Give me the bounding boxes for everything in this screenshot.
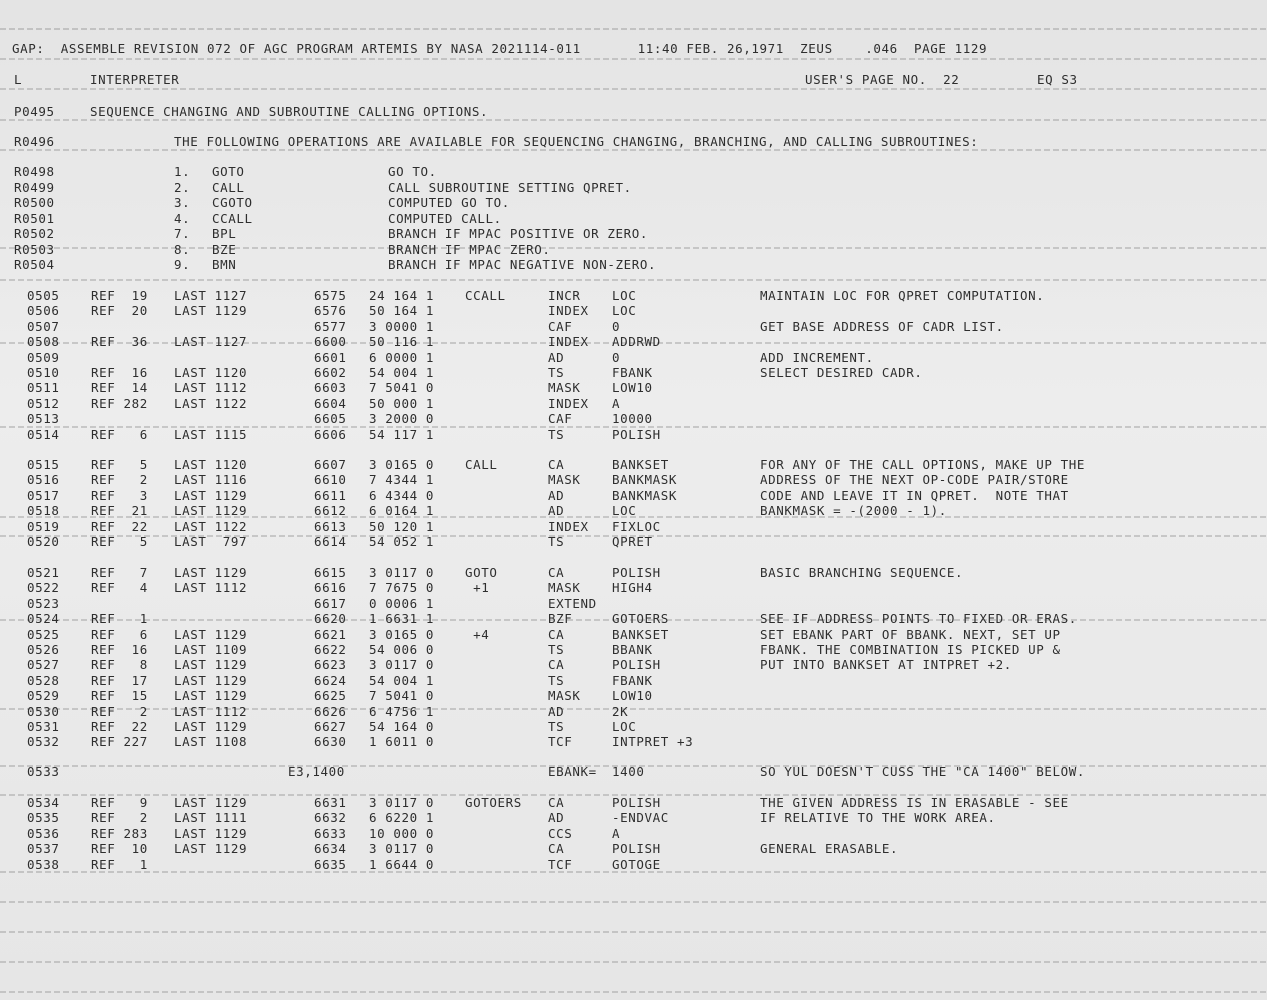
listing-opcode: MASK bbox=[548, 472, 581, 487]
listing-octal: 7 7675 0 bbox=[369, 580, 435, 595]
listing-ref: REF 6 bbox=[91, 427, 148, 442]
listing-opcode: AD bbox=[548, 488, 565, 503]
listing-comment: SET EBANK PART OF BBANK. NEXT, SET UP bbox=[760, 627, 1061, 642]
listing-ref: REF 19 bbox=[91, 288, 148, 303]
line-id: R0501 bbox=[14, 211, 55, 226]
listing-line-number: 0512 bbox=[27, 396, 60, 411]
listing-octal: 24 164 1 bbox=[369, 288, 435, 303]
option-number: 7. bbox=[174, 226, 191, 241]
user-page-number: USER'S PAGE NO. 22 bbox=[805, 72, 960, 87]
listing-last: LAST 1108 bbox=[174, 734, 248, 749]
listing-octal: 3 0117 0 bbox=[369, 657, 435, 672]
listing-octal: 3 0117 0 bbox=[369, 795, 435, 810]
line-id: R0496 bbox=[14, 134, 55, 149]
option-number: 4. bbox=[174, 211, 191, 226]
listing-ref: REF 14 bbox=[91, 380, 148, 395]
listing-operand: POLISH bbox=[612, 841, 661, 856]
listing-last: LAST 1112 bbox=[174, 704, 248, 719]
listing-last: LAST 797 bbox=[174, 534, 248, 549]
listing-ref: REF 2 bbox=[91, 704, 148, 719]
listing-octal: 3 2000 0 bbox=[369, 411, 435, 426]
listing-last: LAST 1120 bbox=[174, 457, 248, 472]
listing-line-number: 0525 bbox=[27, 627, 60, 642]
listing-opcode: BZF bbox=[548, 611, 573, 626]
listing-opcode: INCR bbox=[548, 288, 581, 303]
listing-comment: FOR ANY OF THE CALL OPTIONS, MAKE UP THE bbox=[760, 457, 1086, 472]
listing-ref: REF 2 bbox=[91, 810, 148, 825]
listing-line-number: 0524 bbox=[27, 611, 60, 626]
listing-line-number: 0528 bbox=[27, 673, 60, 688]
listing-address: 6613 bbox=[314, 519, 347, 534]
listing-label: +4 bbox=[465, 627, 490, 642]
listing-last: LAST 1129 bbox=[174, 841, 248, 856]
listing-address: 6601 bbox=[314, 350, 347, 365]
listing-line-number: 0536 bbox=[27, 826, 60, 841]
listing-opcode: MASK bbox=[548, 380, 581, 395]
listing-operand: POLISH bbox=[612, 565, 661, 580]
listing-address: 6625 bbox=[314, 688, 347, 703]
listing-operand: QPRET bbox=[612, 534, 653, 549]
listing-line-number: 0508 bbox=[27, 334, 60, 349]
listing-last: LAST 1129 bbox=[174, 565, 248, 580]
listing-comment: SELECT DESIRED CADR. bbox=[760, 365, 923, 380]
listing-label: GOTO bbox=[465, 565, 498, 580]
listing-last: LAST 1129 bbox=[174, 826, 248, 841]
option-number: 9. bbox=[174, 257, 191, 272]
option-number: 2. bbox=[174, 180, 191, 195]
listing-line-number: 0519 bbox=[27, 519, 60, 534]
listing-opcode: CA bbox=[548, 657, 565, 672]
listing-operand: BANKSET bbox=[612, 457, 669, 472]
listing-last: LAST 1112 bbox=[174, 580, 248, 595]
option-number: 1. bbox=[174, 164, 191, 179]
listing-operand: GOTOERS bbox=[612, 611, 669, 626]
listing-opcode: AD bbox=[548, 503, 565, 518]
listing-opcode: CCS bbox=[548, 826, 573, 841]
listing-line-number: 0535 bbox=[27, 810, 60, 825]
listing-comment: SO YUL DOESN'T CUSS THE "CA 1400" BELOW. bbox=[760, 764, 1086, 779]
listing-address: 6612 bbox=[314, 503, 347, 518]
listing-opcode: TS bbox=[548, 427, 565, 442]
listing-last: LAST 1129 bbox=[174, 795, 248, 810]
listing-ref: REF 22 bbox=[91, 719, 148, 734]
listing-label: GOTOERS bbox=[465, 795, 522, 810]
listing-operand: LOW10 bbox=[612, 688, 653, 703]
listing-address: 6614 bbox=[314, 534, 347, 549]
listing-ref: REF 5 bbox=[91, 457, 148, 472]
listing-ref: REF 5 bbox=[91, 534, 148, 549]
option-description: BRANCH IF MPAC POSITIVE OR ZERO. bbox=[388, 226, 649, 241]
listing-opcode: TCF bbox=[548, 857, 573, 872]
listing-operand: GOTOGE bbox=[612, 857, 661, 872]
line-id: R0502 bbox=[14, 226, 55, 241]
listing-operand: ADDRWD bbox=[612, 334, 661, 349]
listing-octal: 3 0165 0 bbox=[369, 457, 435, 472]
listing-operand: FIXLOC bbox=[612, 519, 661, 534]
listing-operand: LOC bbox=[612, 503, 637, 518]
listing-operand: BANKMASK bbox=[612, 472, 678, 487]
listing-opcode: MASK bbox=[548, 580, 581, 595]
listing-address: 6616 bbox=[314, 580, 347, 595]
listing-ref: REF 2 bbox=[91, 472, 148, 487]
listing-ref: REF 1 bbox=[91, 857, 148, 872]
option-opcode: BZE bbox=[212, 242, 237, 257]
listing-opcode: AD bbox=[548, 350, 565, 365]
listing-ref: REF 283 bbox=[91, 826, 148, 841]
listing-line-number: 0521 bbox=[27, 565, 60, 580]
line-id: R0500 bbox=[14, 195, 55, 210]
option-number: 8. bbox=[174, 242, 191, 257]
listing-operand: A bbox=[612, 826, 621, 841]
listing-ref: REF 17 bbox=[91, 673, 148, 688]
listing-line-number: 0505 bbox=[27, 288, 60, 303]
listing-address: 6624 bbox=[314, 673, 347, 688]
listing-operand: -ENDVAC bbox=[612, 810, 669, 825]
listing-ref: REF 20 bbox=[91, 303, 148, 318]
listing-octal: 54 052 1 bbox=[369, 534, 435, 549]
listing-octal: 7 5041 0 bbox=[369, 688, 435, 703]
listing-octal: 1 6011 0 bbox=[369, 734, 435, 749]
listing-opcode: CA bbox=[548, 627, 565, 642]
listing-ref: REF 6 bbox=[91, 627, 148, 642]
listing-line-number: 0527 bbox=[27, 657, 60, 672]
listing-octal: 7 4344 1 bbox=[369, 472, 435, 487]
listing-line-number: 0515 bbox=[27, 457, 60, 472]
listing-octal: 54 004 1 bbox=[369, 673, 435, 688]
listing-ref: REF 4 bbox=[91, 580, 148, 595]
listing-ref: REF 36 bbox=[91, 334, 148, 349]
listing-comment: ADDRESS OF THE NEXT OP-CODE PAIR/STORE bbox=[760, 472, 1069, 487]
option-opcode: BPL bbox=[212, 226, 237, 241]
listing-octal: 50 000 1 bbox=[369, 396, 435, 411]
listing-opcode: INDEX bbox=[548, 396, 589, 411]
listing-ref: REF 8 bbox=[91, 657, 148, 672]
listing-address: 6603 bbox=[314, 380, 347, 395]
listing-last: LAST 1109 bbox=[174, 642, 248, 657]
listing-last: LAST 1111 bbox=[174, 810, 248, 825]
listing-line-number: 0511 bbox=[27, 380, 60, 395]
listing-octal: 0 0006 1 bbox=[369, 596, 435, 611]
listing-octal: 10 000 0 bbox=[369, 826, 435, 841]
listing-label: CCALL bbox=[465, 288, 506, 303]
listing-last: LAST 1129 bbox=[174, 719, 248, 734]
listing-last: LAST 1129 bbox=[174, 503, 248, 518]
listing-line-number: 0520 bbox=[27, 534, 60, 549]
listing-opcode: EXTEND bbox=[548, 596, 597, 611]
listing-operand: BBANK bbox=[612, 642, 653, 657]
listing-opcode: CA bbox=[548, 841, 565, 856]
listing-line-number: 0529 bbox=[27, 688, 60, 703]
listing-address: 6620 bbox=[314, 611, 347, 626]
listing-operand: BANKMASK bbox=[612, 488, 678, 503]
listing-operand: FBANK bbox=[612, 673, 653, 688]
listing-octal: 3 0165 0 bbox=[369, 627, 435, 642]
listing-operand: A bbox=[612, 396, 621, 411]
listing-address: 6634 bbox=[314, 841, 347, 856]
listing-ref: REF 15 bbox=[91, 688, 148, 703]
listing-octal: 1 6631 1 bbox=[369, 611, 435, 626]
listing-octal: 3 0117 0 bbox=[369, 565, 435, 580]
option-description: BRANCH IF MPAC ZERO. bbox=[388, 242, 551, 257]
listing-line-number: 0533 bbox=[27, 764, 60, 779]
listing-opcode: CA bbox=[548, 565, 565, 580]
listing-address: 6611 bbox=[314, 488, 347, 503]
listing-line-number: 0530 bbox=[27, 704, 60, 719]
listing-last: LAST 1112 bbox=[174, 380, 248, 395]
listing-operand: HIGH4 bbox=[612, 580, 653, 595]
listing-octal: 50 120 1 bbox=[369, 519, 435, 534]
listing-operand: BANKSET bbox=[612, 627, 669, 642]
listing-line-number: 0532 bbox=[27, 734, 60, 749]
listing-last: LAST 1115 bbox=[174, 427, 248, 442]
listing-line-number: 0510 bbox=[27, 365, 60, 380]
listing-opcode: CAF bbox=[548, 319, 573, 334]
listing-address: 6605 bbox=[314, 411, 347, 426]
listing-ref: REF 16 bbox=[91, 642, 148, 657]
listing-comment: MAINTAIN LOC FOR QPRET COMPUTATION. bbox=[760, 288, 1045, 303]
listing-operand: FBANK bbox=[612, 365, 653, 380]
listing-address: 6577 bbox=[314, 319, 347, 334]
listing-last: LAST 1129 bbox=[174, 673, 248, 688]
listing-opcode: INDEX bbox=[548, 519, 589, 534]
listing-label: CALL bbox=[465, 457, 498, 472]
listing-address: 6600 bbox=[314, 334, 347, 349]
listing-comment: ADD INCREMENT. bbox=[760, 350, 874, 365]
listing-ref: REF 22 bbox=[91, 519, 148, 534]
listing-octal: 50 164 1 bbox=[369, 303, 435, 318]
listing-address: 6626 bbox=[314, 704, 347, 719]
assembly-header: GAP: ASSEMBLE REVISION 072 OF AGC PROGRAM ARTEMIS BY NASA 2021114-011 11:40 FEB. 26,1971 ZEUS .046 PAGE 1129 bbox=[12, 41, 988, 56]
listing-last: LAST 1116 bbox=[174, 472, 248, 487]
listing-line-number: 0534 bbox=[27, 795, 60, 810]
listing-opcode: CA bbox=[548, 457, 565, 472]
listing-line-number: 0513 bbox=[27, 411, 60, 426]
listing-octal: 6 0164 1 bbox=[369, 503, 435, 518]
listing-octal: 54 006 0 bbox=[369, 642, 435, 657]
listing-line-number: 0516 bbox=[27, 472, 60, 487]
listing-comment: BASIC BRANCHING SEQUENCE. bbox=[760, 565, 964, 580]
listing-octal: 6 0000 1 bbox=[369, 350, 435, 365]
line-id: R0503 bbox=[14, 242, 55, 257]
listing-address: 6610 bbox=[314, 472, 347, 487]
listing-address: 6602 bbox=[314, 365, 347, 380]
listing-address: 6606 bbox=[314, 427, 347, 442]
option-opcode: CCALL bbox=[212, 211, 253, 226]
listing-address: 6631 bbox=[314, 795, 347, 810]
listing-opcode: TS bbox=[548, 673, 565, 688]
listing-opcode: TS bbox=[548, 642, 565, 657]
listing-address: 6622 bbox=[314, 642, 347, 657]
listing-opcode: INDEX bbox=[548, 303, 589, 318]
listing-last: LAST 1122 bbox=[174, 396, 248, 411]
listing-line-number: 0517 bbox=[27, 488, 60, 503]
listing-opcode: TCF bbox=[548, 734, 573, 749]
listing-comment: FBANK. THE COMBINATION IS PICKED UP & bbox=[760, 642, 1061, 657]
listing-comment: PUT INTO BANKSET AT INTPRET +2. bbox=[760, 657, 1012, 672]
line-id: R0504 bbox=[14, 257, 55, 272]
option-description: GO TO. bbox=[388, 164, 437, 179]
listing-last: LAST 1127 bbox=[174, 288, 248, 303]
line-id: P0495 bbox=[14, 104, 55, 119]
listing-ref: REF 3 bbox=[91, 488, 148, 503]
listing-operand: 0 bbox=[612, 319, 621, 334]
listing-octal: 6 4344 0 bbox=[369, 488, 435, 503]
option-opcode: CGOTO bbox=[212, 195, 253, 210]
listing-opcode: AD bbox=[548, 810, 565, 825]
listing-opcode: TS bbox=[548, 719, 565, 734]
listing-address: 6621 bbox=[314, 627, 347, 642]
prose-line: THE FOLLOWING OPERATIONS ARE AVAILABLE FOR SEQUENCING CHANGING, BRANCHING, AND CALLING SUBROUTINES: bbox=[174, 134, 979, 149]
listing-last: LAST 1129 bbox=[174, 688, 248, 703]
listing-address: 6635 bbox=[314, 857, 347, 872]
listing-opcode: TS bbox=[548, 365, 565, 380]
listing-operand: 0 bbox=[612, 350, 621, 365]
listing-opcode: INDEX bbox=[548, 334, 589, 349]
listing-operand: 2K bbox=[612, 704, 629, 719]
listing-ref: REF 1 bbox=[91, 611, 148, 626]
listing-comment: THE GIVEN ADDRESS IS IN ERASABLE - SEE bbox=[760, 795, 1069, 810]
listing-address: 6630 bbox=[314, 734, 347, 749]
listing-address: 6576 bbox=[314, 303, 347, 318]
listing-address: E3,1400 bbox=[288, 764, 345, 779]
listing-address: 6623 bbox=[314, 657, 347, 672]
listing-ref: REF 21 bbox=[91, 503, 148, 518]
listing-octal: 54 004 1 bbox=[369, 365, 435, 380]
listing-comment: BANKMASK = -(2000 - 1). bbox=[760, 503, 947, 518]
listing-octal: 3 0000 1 bbox=[369, 319, 435, 334]
listing-address: 6632 bbox=[314, 810, 347, 825]
listing-ref: REF 282 bbox=[91, 396, 148, 411]
listing-last: LAST 1120 bbox=[174, 365, 248, 380]
listing-ref: REF 9 bbox=[91, 795, 148, 810]
listing-line-number: 0506 bbox=[27, 303, 60, 318]
listing-octal: 50 116 1 bbox=[369, 334, 435, 349]
listing-address: 6607 bbox=[314, 457, 347, 472]
option-opcode: GOTO bbox=[212, 164, 245, 179]
listing-operand: POLISH bbox=[612, 427, 661, 442]
listing-opcode: CA bbox=[548, 795, 565, 810]
listing-operand: 10000 bbox=[612, 411, 653, 426]
listing-last: LAST 1122 bbox=[174, 519, 248, 534]
eq-label: EQ S3 bbox=[1037, 72, 1078, 87]
listing-ref: REF 7 bbox=[91, 565, 148, 580]
listing-line-number: 0531 bbox=[27, 719, 60, 734]
listing-opcode: MASK bbox=[548, 688, 581, 703]
line-id: R0499 bbox=[14, 180, 55, 195]
listing-line-number: 0523 bbox=[27, 596, 60, 611]
listing-octal: 3 0117 0 bbox=[369, 841, 435, 856]
listing-octal: 7 5041 0 bbox=[369, 380, 435, 395]
listing-octal: 6 6220 1 bbox=[369, 810, 435, 825]
listing-operand: LOC bbox=[612, 303, 637, 318]
option-description: BRANCH IF MPAC NEGATIVE NON-ZERO. bbox=[388, 257, 657, 272]
listing-octal: 6 4756 1 bbox=[369, 704, 435, 719]
option-number: 3. bbox=[174, 195, 191, 210]
listing-operand: INTPRET +3 bbox=[612, 734, 694, 749]
listing-last: LAST 1127 bbox=[174, 334, 248, 349]
option-opcode: CALL bbox=[212, 180, 245, 195]
listing-line-number: 0522 bbox=[27, 580, 60, 595]
listing-operand: POLISH bbox=[612, 657, 661, 672]
listing-last: LAST 1129 bbox=[174, 657, 248, 672]
listing-ref: REF 227 bbox=[91, 734, 148, 749]
option-description: CALL SUBROUTINE SETTING QPRET. bbox=[388, 180, 632, 195]
listing-ref: REF 16 bbox=[91, 365, 148, 380]
section-name: INTERPRETER bbox=[90, 72, 180, 87]
option-description: COMPUTED CALL. bbox=[388, 211, 502, 226]
listing-opcode: CAF bbox=[548, 411, 573, 426]
listing-opcode: EBANK= bbox=[548, 764, 597, 779]
listing-last: LAST 1129 bbox=[174, 303, 248, 318]
listing-address: 6633 bbox=[314, 826, 347, 841]
listing-last: LAST 1129 bbox=[174, 627, 248, 642]
listing-operand: LOC bbox=[612, 288, 637, 303]
listing-opcode: TS bbox=[548, 534, 565, 549]
prose-line: SEQUENCE CHANGING AND SUBROUTINE CALLING OPTIONS. bbox=[90, 104, 489, 119]
listing-line-number: 0507 bbox=[27, 319, 60, 334]
listing-comment: GET BASE ADDRESS OF CADR LIST. bbox=[760, 319, 1004, 334]
listing-comment: CODE AND LEAVE IT IN QPRET. NOTE THAT bbox=[760, 488, 1069, 503]
listing-operand: POLISH bbox=[612, 795, 661, 810]
listing-last: LAST 1129 bbox=[174, 488, 248, 503]
listing-line-number: 0526 bbox=[27, 642, 60, 657]
listing-octal: 54 117 1 bbox=[369, 427, 435, 442]
section-letter: L bbox=[14, 72, 23, 87]
listing-label: +1 bbox=[465, 580, 490, 595]
listing-line-number: 0518 bbox=[27, 503, 60, 518]
listing-address: 6615 bbox=[314, 565, 347, 580]
listing-address: 6575 bbox=[314, 288, 347, 303]
line-id: R0498 bbox=[14, 164, 55, 179]
listing-address: 6627 bbox=[314, 719, 347, 734]
listing-line-number: 0509 bbox=[27, 350, 60, 365]
listing-comment: SEE IF ADDRESS POINTS TO FIXED OR ERAS. bbox=[760, 611, 1077, 626]
listing-line-number: 0538 bbox=[27, 857, 60, 872]
option-description: COMPUTED GO TO. bbox=[388, 195, 510, 210]
listing-address: 6617 bbox=[314, 596, 347, 611]
listing-octal: 1 6644 0 bbox=[369, 857, 435, 872]
listing-comment: GENERAL ERASABLE. bbox=[760, 841, 899, 856]
listing-operand: 1400 bbox=[612, 764, 645, 779]
listing-address: 6604 bbox=[314, 396, 347, 411]
listing-line-number: 0514 bbox=[27, 427, 60, 442]
listing-operand: LOC bbox=[612, 719, 637, 734]
option-opcode: BMN bbox=[212, 257, 237, 272]
listing-opcode: AD bbox=[548, 704, 565, 719]
listing-operand: LOW10 bbox=[612, 380, 653, 395]
listing-comment: IF RELATIVE TO THE WORK AREA. bbox=[760, 810, 996, 825]
listing-line-number: 0537 bbox=[27, 841, 60, 856]
listing-ref: REF 10 bbox=[91, 841, 148, 856]
listing-octal: 54 164 0 bbox=[369, 719, 435, 734]
